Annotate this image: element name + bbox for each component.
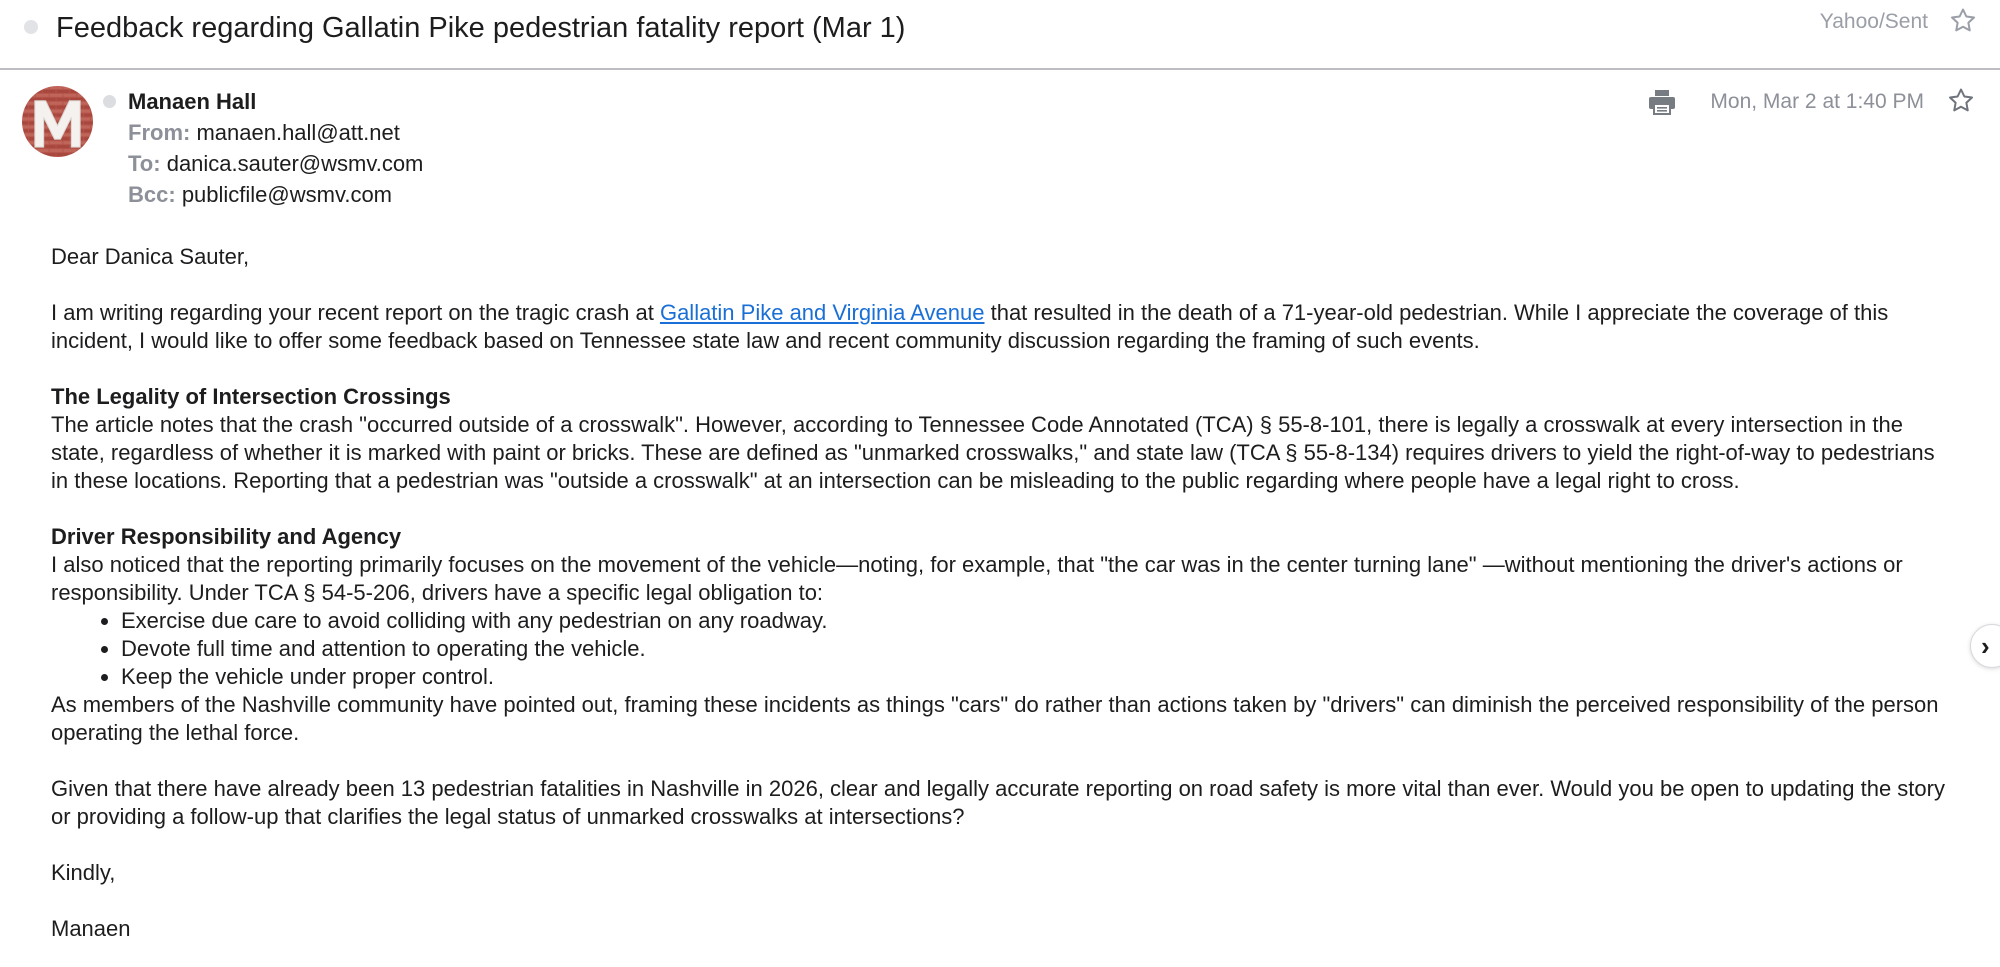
unread-dot-icon[interactable] [24,20,38,34]
from-label: From: [128,120,191,145]
bcc-label: Bcc: [128,182,176,207]
location-link[interactable]: Gallatin Pike and Virginia Avenue [659,300,985,325]
body-paragraph: The article notes that the crash "occurred outside of a crosswalk". However, according to Tennessee Code Annotated (TCA) § 55-8-101, there is legally a crosswalk at every intersection in the state, regardless of whether it is marked with paint or bricks. These are defined as "unmarked crosswalks," and state law (TCA § 55-8-134) requires drivers to yield the right-of-way to pedestrians in these locations. Reporting that a pedestrian was "outside a crosswalk" at an intersection can be misleading to the public regarding where people have a legal right to cross. [51,412,1935,493]
message-date: Mon, Mar 2 at 1:40 PM [1710,90,1924,113]
to-address[interactable]: danica.sauter@wsmv.com [166,151,424,176]
subject-bar [0,0,2000,70]
paragraph-text: I am writing regarding your recent report on the tragic crash at [51,300,660,325]
closing: Kindly, [51,860,116,885]
folder-label[interactable]: Yahoo/Sent [1819,10,1928,33]
from-address[interactable]: manaen.hall@att.net [196,120,400,145]
body-paragraph: As members of the Nashville community have pointed out, framing these incidents as things "cars" do rather than actions taken by "drivers" can diminish the perceived responsibility of the person operating the lethal force. [51,692,1939,745]
sender-name[interactable]: Manaen Hall [128,89,257,114]
list-item: • Devote full time and attention to operating the vehicle. [121,635,1951,663]
from-row [128,119,400,147]
message-subject: Feedback regarding Gallatin Pike pedestrian fatality report (Mar 1) [56,12,906,44]
bcc-row [128,181,392,209]
obligations-list [51,607,1951,691]
paragraph-text: that resulted in the death of a 71-year-old pedestrian. While I appreciate the coverage of this incident, I would like to offer some feedback based on Tennessee state law and recent community discussion regarding the framing of such events. [51,300,1889,353]
body-paragraph: Given that there have already been 13 pedestrian fatalities in Nashville in 2026, clear and legally accurate reporting on road safety is more vital than ever. Would you be open to updating the story or providing a follow-up that clarifies the legal status of unmarked crosswalks at intersections? [51,776,1945,829]
body-paragraph: I also noticed that the reporting primarily focuses on the movement of the vehicle—noting, for example, that "the car was in the center turning lane" —without mentioning the driver's actions or responsibility. Under TCA § 54-5-206, drivers have a specific legal obligation to: [51,552,1903,605]
next-message-button[interactable] [1970,624,2000,668]
avatar[interactable] [22,86,93,157]
section-heading: The Legality of Intersection Crossings [51,384,451,409]
greeting: Dear Danica Sauter, [51,244,250,269]
star-icon[interactable] [1946,86,1976,116]
list-item: • Exercise due care to avoid colliding with any pedestrian on any roadway. [121,607,1951,635]
to-row [128,150,423,178]
to-label: To: [128,151,161,176]
signature: Manaen [51,916,131,941]
body-paragraph [51,299,1951,355]
message-body [51,243,1951,943]
section-heading: Driver Responsibility and Agency [51,524,402,549]
chevron-right-icon: › [1981,631,1990,661]
star-icon[interactable] [1948,6,1978,36]
list-item: • Keep the vehicle under proper control. [121,663,1951,691]
status-dot-icon [103,95,116,108]
print-icon[interactable] [1646,86,1678,118]
bcc-address[interactable]: publicfile@wsmv.com [181,182,393,207]
